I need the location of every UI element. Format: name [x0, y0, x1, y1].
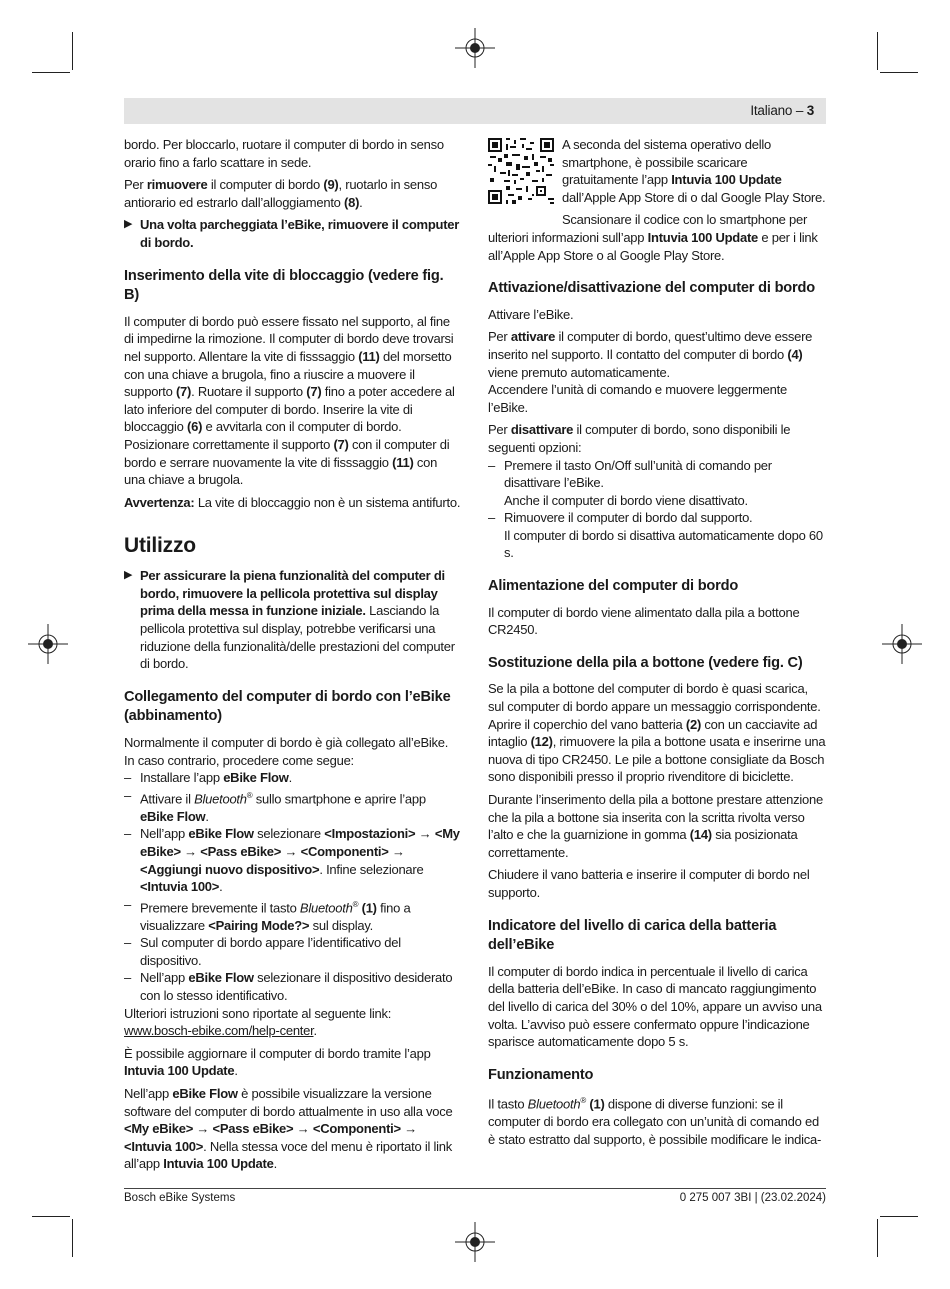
left-column	[124, 136, 461, 1178]
paragraph: Per disattivare il computer di bordo, sono disponibili le seguenti opzioni:	[488, 422, 791, 455]
crop-mark-icon	[32, 72, 70, 73]
crop-mark-icon	[32, 1216, 70, 1217]
paragraph: Per rimuovere il computer di bordo (9), ruotarlo in senso antiorario ed estrarlo dall’alloggiamento (8).	[124, 177, 438, 210]
registration-mark-icon	[882, 624, 922, 664]
crop-mark-icon	[877, 32, 878, 70]
header-separator: –	[795, 103, 804, 118]
paragraph: Chiudere il vano batteria e inserire il computer di bordo nel supporto.	[488, 867, 810, 900]
registration-mark-icon	[455, 1222, 495, 1262]
crop-mark-icon	[880, 72, 918, 73]
list-item: – Installare l’app eBike Flow.	[124, 770, 292, 786]
section-heading: Alimentazione del computer di bordo	[488, 578, 739, 595]
paragraph: Il computer di bordo viene alimentato dalla pila a bottone CR2450.	[488, 604, 800, 638]
bullet-item: ▶ Per assicurare la piena funzionalità del computer di bordo, rimuovere la pellicola protettiva sul display prima della messa in funzione iniziale. Lasciando la pellicola protettiva sul display, potrebbe verificarsi una riduzione della funzionalità/delle prestazioni del computer di bordo.	[124, 568, 455, 672]
list-item: – Rimuovere il computer di bordo dal supporto. Il computer di bordo si disattiva automaticamente dopo 60 s.	[488, 510, 823, 561]
section-heading: Funzionamento	[488, 1066, 594, 1083]
list-item: – Sul computer di bordo appare l’identificativo del dispositivo.	[124, 935, 401, 968]
paragraph: È possibile aggiornare il computer di bordo tramite l’app Intuvia 100 Update.	[124, 1045, 431, 1079]
triangle-bullet-icon: ▶	[124, 218, 133, 231]
section-heading: Inserimento della vite di bloccaggio (vedere fig. B)	[124, 267, 444, 304]
crop-mark-icon	[72, 32, 73, 70]
crop-mark-icon	[880, 1216, 918, 1217]
paragraph: Scansionare il codice con lo smartphone per ulteriori informazioni sull’app Intuvia 100 Update e per i link all’Apple App Store o al Google Play Store.	[488, 212, 818, 263]
footer-publisher: Bosch eBike Systems	[124, 1192, 236, 1204]
header-language: Italiano	[750, 103, 793, 118]
paragraph: In caso contrario, procedere come segue:	[124, 752, 354, 768]
paragraph: Il tasto Bluetooth® (1) dispone di diverse funzioni: se il computer di bordo era collegato con un’unità di comando ed è stato estratto dal supporto, è possibile modificare le indica-	[488, 1096, 822, 1147]
list-item: – Attivare il Bluetooth® sullo smartphone e aprire l’app eBike Flow.	[124, 787, 426, 824]
qr-code-icon[interactable]	[488, 138, 554, 204]
section-heading: Sostituzione della pila a bottone (vedere fig. C)	[488, 654, 803, 671]
crop-mark-icon	[72, 1219, 73, 1257]
footer-rule	[124, 1188, 826, 1189]
paragraph: www.bosch-ebike.com/help-center.	[124, 1023, 317, 1039]
paragraph: bordo. Per bloccarlo, ruotare il computer di bordo in senso orario fino a farlo scattare in sede.	[124, 137, 444, 170]
paragraph: Ulteriori istruzioni sono riportate al seguente link:	[124, 1005, 392, 1021]
paragraph: Se la pila a bottone del computer di bordo è quasi scarica, sul computer di bordo appare un messaggio corrispondente. Aprire il coperchio del vano batteria (2) con un cacciavite ad intaglio (12), rimuovere la pila a bottone usata e inserirne una nuova di tipo CR2450. Le pile a bottone consigliate da Bosch sono disponibili presso il proprio rivenditore di biciclette.	[488, 681, 826, 785]
paragraph: Durante l’inserimento della pila a bottone prestare attenzione che la pila a bottone sia inserita con la scritta rivolta verso l’alto e che la guarnizione in gomma (14) sia posizionata correttamente.	[488, 792, 823, 860]
registration-mark-icon	[455, 28, 495, 68]
triangle-bullet-icon: ▶	[124, 569, 133, 582]
list-item: – Premere brevemente il tasto Bluetooth® (1) fino a visualizzare <Pairing Mode?> sul display.	[124, 896, 411, 933]
list-item: – Nell’app eBike Flow selezionare <Impostazioni> → <My eBike> → <Pass eBike> → <Componenti> → <Aggiungi nuovo dispositivo>. Infine selezionare <Intuvia 100>.	[124, 826, 460, 895]
paragraph: Il computer di bordo può essere fissato nel supporto, al fine di impedirne la rimozione. Il computer di bordo deve trovarsi nel supporto. Allentare la vite di fisssaggio (11) del morsetto con una chiave a brugola, fino a riuscire a muovere il supporto (7). Ruotare il supporto (7) fino a poter accedere al lato inferiore del computer di bordo. Inserire la vite di bloccaggio (6) e avvitarla con il computer di bordo. Posizionare correttamente il supporto (7) con il computer di bordo e serrare nuovamente la vite di fisssaggio (11) con una chiave a brugola.	[124, 313, 455, 488]
paragraph: Nell’app eBike Flow è possibile visualizzare la versione software del computer di bordo attualmente in uso alla voce <My eBike> → <Pass eBike> → <Componenti> → <Intuvia 100>. Nella stessa voce del menu è riportato il link all’app Intuvia 100 Update.	[124, 1085, 453, 1172]
warning-note: Avvertenza: La vite di bloccaggio non è un sistema antifurto.	[124, 494, 461, 510]
help-center-link[interactable]: www.bosch-ebike.com/help-center	[124, 1023, 314, 1039]
list-item: – Premere il tasto On/Off sull’unità di comando per disattivare l’eBike. Anche il computer di bordo viene disattivato.	[488, 457, 772, 508]
chapter-heading: Utilizzo	[124, 534, 196, 558]
paragraph: A seconda del sistema operativo dello smartphone, è possibile scaricare gratuitamente l’app Intuvia 100 Update dall’Apple App Store di o dal Google Play Store.	[562, 137, 826, 205]
footer-doc-id: 0 275 007 3BI | (23.02.2024)	[679, 1192, 826, 1204]
paragraph: Attivare l’eBike.	[488, 306, 574, 322]
paragraph: Per attivare il computer di bordo, quest’ultimo deve essere inserito nel supporto. Il contatto del computer di bordo (4) viene premuto automaticamente.	[488, 329, 813, 380]
page-header	[750, 103, 814, 118]
crop-mark-icon	[877, 1219, 878, 1257]
list-item: – Nell’app eBike Flow selezionare il dispositivo desiderato con lo stesso identificativo.	[124, 970, 453, 1003]
paragraph: Accendere l’unità di comando e muovere leggermente l’eBike.	[488, 382, 787, 415]
right-column	[488, 136, 826, 1153]
paragraph: Il computer di bordo indica in percentuale il livello di carica della batteria dell’eBike. In caso di mancato raggiungimento del livello di carica del 30% o del 10%, appare un avviso una volta. L’avviso può essere confermato oppure l’indicazione sparisce automaticamente dopo 5 s.	[488, 963, 822, 1050]
section-heading: Collegamento del computer di bordo con l’eBike (abbinamento)	[124, 688, 451, 725]
header-band	[124, 98, 826, 124]
page-number: 3	[806, 103, 814, 118]
section-heading: Indicatore del livello di carica della batteria dell’eBike	[488, 917, 777, 954]
registration-mark-icon	[28, 624, 68, 664]
bullet-item: ▶ Una volta parcheggiata l’eBike, rimuovere il computer di bordo.	[124, 217, 460, 250]
section-heading: Attivazione/disattivazione del computer di bordo	[488, 280, 815, 297]
paragraph: Normalmente il computer di bordo è già collegato all’eBike.	[124, 735, 449, 751]
